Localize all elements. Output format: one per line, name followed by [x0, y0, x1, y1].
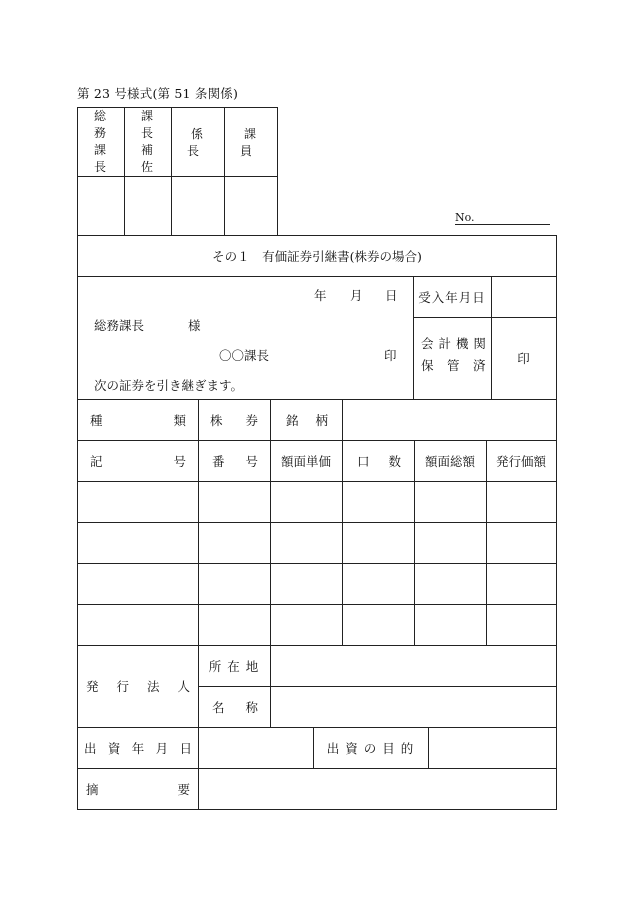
- investment-date-label: 出 資 年 月 日: [84, 740, 192, 756]
- received-date-label: 受入年月日: [418, 289, 486, 305]
- kind-label: 種 類: [90, 412, 186, 428]
- sender-label: 〇〇課長: [219, 348, 270, 363]
- sender-seal-label: 印: [384, 348, 397, 363]
- addressee-label: 総務課長: [94, 318, 145, 333]
- stamp-box-kain[interactable]: [225, 177, 278, 236]
- accounting-label: 会 計 機 関 保 管 済: [421, 336, 487, 373]
- stamp-box-kakaricho[interactable]: [172, 177, 225, 236]
- form-number-label: 第 23 号様式(第 51 条関係): [77, 86, 239, 101]
- number-field[interactable]: [455, 211, 550, 225]
- date-month-label: 月: [350, 288, 363, 303]
- date-year-label: 年: [314, 288, 327, 303]
- issue-price-header: 発行価額: [495, 453, 546, 469]
- form-title: その１ 有価証券引継書(株券の場合): [212, 249, 422, 264]
- stamp-header-kain: 課 員: [225, 108, 278, 177]
- symbol-header: 記 号: [90, 453, 186, 469]
- stamp-header-kakaricho: 係 長: [172, 108, 225, 177]
- name-label: 名 称: [212, 699, 258, 715]
- securities-transfer-form: [77, 235, 557, 810]
- approval-stamp-table: [77, 107, 289, 236]
- stock-certificate-label: 株 券: [210, 412, 258, 428]
- name-field[interactable]: [271, 687, 556, 727]
- brand-label: 銘 柄: [286, 412, 328, 428]
- address-label: 所 在 地: [208, 658, 260, 674]
- number-header: 番 号: [212, 453, 258, 469]
- investment-purpose-field[interactable]: [429, 728, 556, 768]
- received-date-field[interactable]: [492, 277, 556, 317]
- investment-date-field[interactable]: [199, 728, 313, 768]
- investment-purpose-label: 出 資 の 目 的: [326, 740, 415, 756]
- units-header: 口 数: [357, 453, 401, 469]
- honorific-label: 様: [188, 318, 201, 333]
- accounting-seal-label: 印: [517, 351, 530, 366]
- face-unit-price-header: 額面単価: [280, 453, 331, 469]
- face-total-header: 額面総額: [424, 453, 475, 469]
- remarks-field[interactable]: [199, 769, 556, 809]
- date-day-label: 日: [385, 288, 398, 303]
- remarks-label: 摘 要: [86, 781, 190, 797]
- stamp-box-kacho-hosa[interactable]: [125, 177, 172, 236]
- number-label: No.: [455, 211, 475, 224]
- address-field[interactable]: [271, 646, 556, 686]
- brand-field[interactable]: [343, 400, 556, 440]
- transfer-message: 次の証券を引き継ぎます。: [94, 378, 244, 393]
- stamp-header-kacho-hosa: 課 長 補 佐: [125, 108, 172, 177]
- stamp-header-soumu-kacho: 総 務 課 長: [78, 108, 125, 177]
- stamp-box-soumu-kacho[interactable]: [78, 177, 125, 236]
- issuer-label: 発 行 法 人: [86, 679, 190, 694]
